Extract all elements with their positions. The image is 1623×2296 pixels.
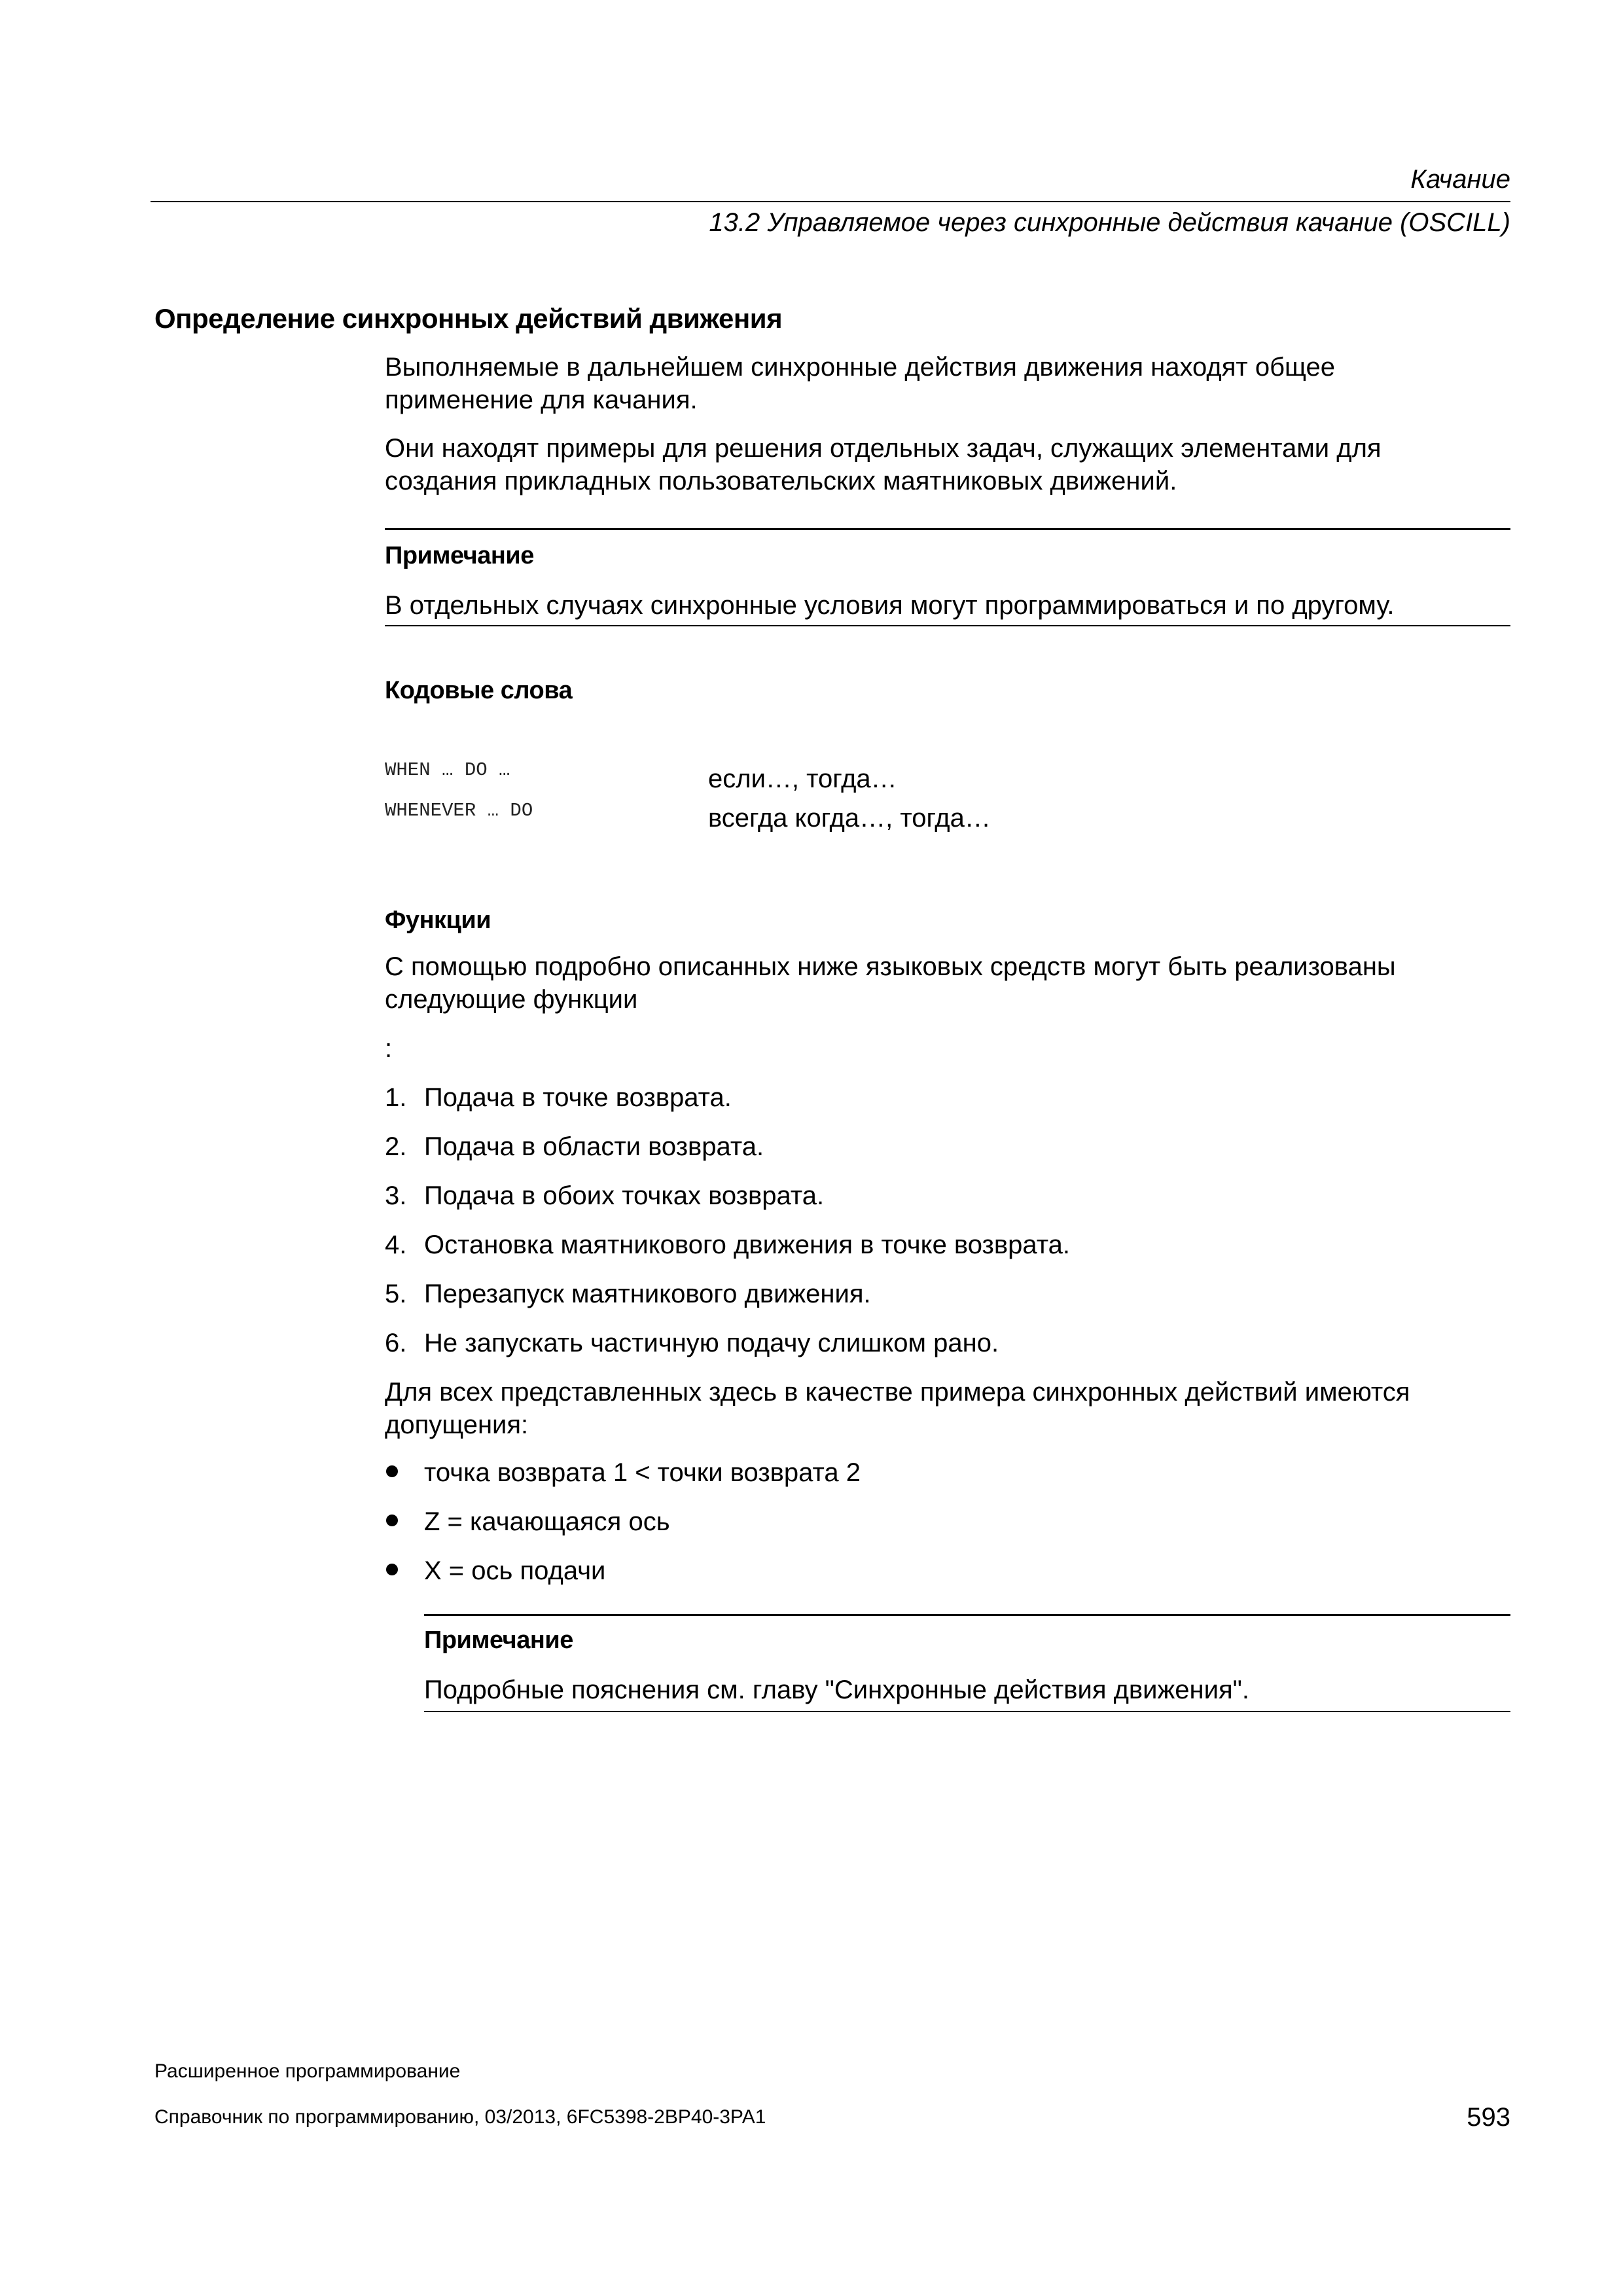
note-bottom-rule <box>385 625 1510 626</box>
paragraph-line: Для всех представленных здесь в качестве примера синхронных действий имеются <box>385 1378 1410 1407</box>
note-top-rule <box>385 528 1510 530</box>
list-item: Перезапуск маятникового движения. <box>424 1280 871 1308</box>
section-heading: Определение синхронных действий движения <box>154 303 783 334</box>
list-item-number: 2. <box>385 1132 407 1161</box>
paragraph-line: следующие функции <box>385 985 638 1014</box>
note-label: Примечание <box>424 1626 573 1654</box>
list-item: Не запускать частичную подачу слишком рано. <box>424 1329 999 1357</box>
functions-heading: Функции <box>385 906 491 934</box>
list-item: Подача в области возврата. <box>424 1132 764 1161</box>
list-item: Подача в точке возврата. <box>424 1083 732 1112</box>
list-item-number: 3. <box>385 1181 407 1210</box>
keyword-description: если…, тогда… <box>708 764 897 793</box>
note-text: Подробные пояснения см. главу "Синхронные действия движения". <box>424 1676 1249 1704</box>
paragraph-line: допущения: <box>385 1410 529 1439</box>
note-label: Примечание <box>385 542 534 569</box>
keyword-description: всегда когда…, тогда… <box>708 804 991 833</box>
note-top-rule <box>424 1614 1510 1616</box>
bullet-icon <box>386 1515 398 1526</box>
running-header-subtitle: 13.2 Управляемое через синхронные действия качание (OSCILL) <box>709 208 1510 237</box>
running-header-title: Качание <box>1410 165 1510 194</box>
list-item: Подача в обоих точках возврата. <box>424 1181 825 1210</box>
page-number: 593 <box>1467 2103 1510 2132</box>
intro-paragraph-2 <box>385 432 1510 497</box>
list-item-number: 6. <box>385 1329 407 1357</box>
keyword-code: WHEN … DO … <box>385 759 510 781</box>
bullet-item: точка возврата 1 < точки возврата 2 <box>424 1458 861 1487</box>
list-item-number: 1. <box>385 1083 407 1112</box>
intro-paragraph-1 <box>385 351 1510 416</box>
list-item: Остановка маятникового движения в точке возврата. <box>424 1230 1070 1259</box>
bullet-item: X = ось подачи <box>424 1556 606 1585</box>
paragraph-line: создания прикладных пользовательских маятниковых движений. <box>385 467 1177 495</box>
footer-book-title: Расширенное программирование <box>154 2060 461 2082</box>
note-text: В отдельных случаях синхронные условия могут программироваться и по другому. <box>385 591 1395 620</box>
assumptions-intro <box>385 1376 1510 1441</box>
bullet-icon <box>386 1564 398 1575</box>
functions-colon: : <box>385 1034 393 1063</box>
paragraph-line: С помощью подробно описанных ниже языковых средств могут быть реализованы <box>385 952 1396 981</box>
list-item-number: 4. <box>385 1230 407 1259</box>
bullet-item: Z = качающаяся ось <box>424 1507 670 1536</box>
note-bottom-rule <box>424 1711 1510 1712</box>
functions-intro <box>385 950 1510 1016</box>
keywords-heading: Кодовые слова <box>385 677 573 704</box>
paragraph-line: Они находят примеры для решения отдельных задач, служащих элементами для <box>385 434 1382 463</box>
keyword-code: WHENEVER … DO <box>385 800 533 821</box>
bullet-icon <box>386 1465 398 1477</box>
paragraph-line: Выполняемые в дальнейшем синхронные действия движения находят общее <box>385 353 1335 382</box>
list-item-number: 5. <box>385 1280 407 1308</box>
footer-edition: Справочник по программированию, 03/2013, 6FC5398-2BP40-3PA1 <box>154 2106 766 2128</box>
paragraph-line: применение для качания. <box>385 386 698 414</box>
header-divider <box>151 201 1510 202</box>
